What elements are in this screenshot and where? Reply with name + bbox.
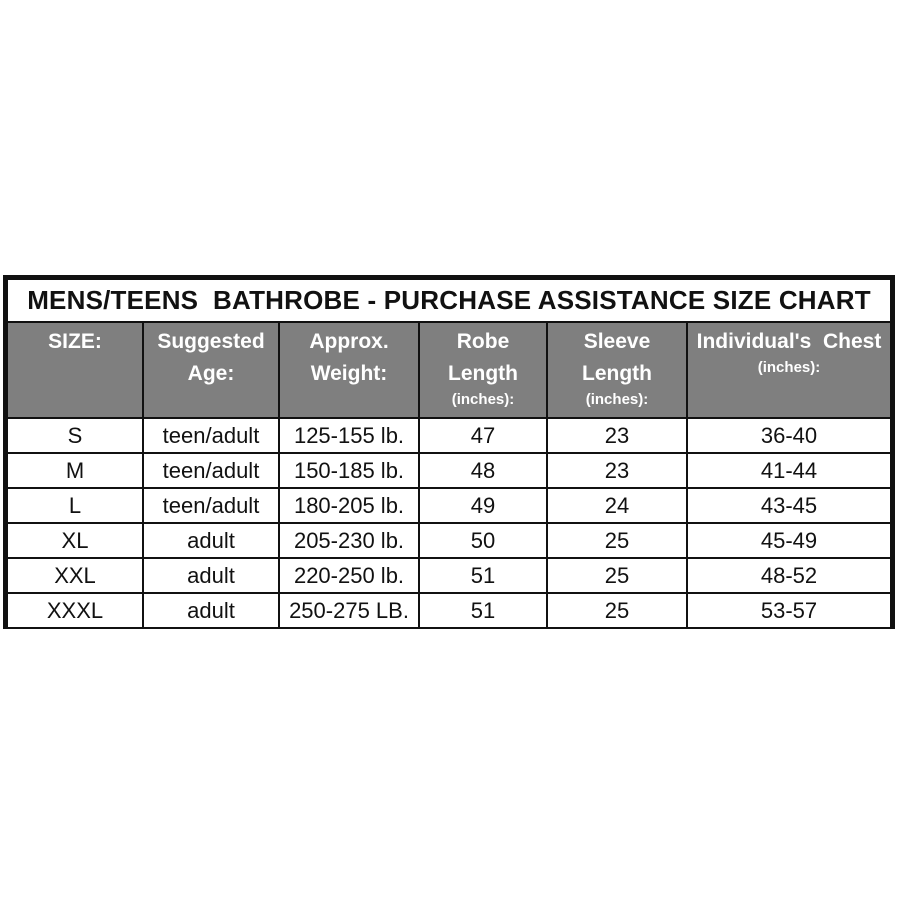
header-robe-length bbox=[419, 323, 547, 418]
cell-robe-length: 49 bbox=[419, 488, 547, 523]
cell-size: S bbox=[8, 418, 143, 453]
cell-chest: 43-45 bbox=[687, 488, 890, 523]
header-size bbox=[8, 323, 143, 418]
table-row bbox=[8, 523, 890, 558]
size-chart bbox=[3, 275, 895, 629]
header-chest bbox=[687, 323, 890, 418]
header-sleeve-unit: (inches): bbox=[585, 391, 649, 408]
header-age bbox=[143, 323, 279, 418]
header-robe-line2: Length bbox=[448, 362, 518, 385]
cell-weight: 125-155 lb. bbox=[279, 418, 419, 453]
header-sleeve-length bbox=[547, 323, 687, 418]
cell-robe-length: 48 bbox=[419, 453, 547, 488]
chart-title: MENS/TEENS BATHROBE - PURCHASE ASSISTANCE SIZE CHART bbox=[8, 280, 890, 323]
cell-size: XXL bbox=[8, 558, 143, 593]
cell-robe-length: 50 bbox=[419, 523, 547, 558]
cell-weight: 205-230 lb. bbox=[279, 523, 419, 558]
cell-sleeve-length: 23 bbox=[547, 418, 687, 453]
header-age-line2: Age: bbox=[187, 362, 235, 385]
header-chest-line1: Individual's Chest bbox=[696, 330, 882, 353]
cell-chest: 53-57 bbox=[687, 593, 890, 627]
cell-chest: 41-44 bbox=[687, 453, 890, 488]
table-row bbox=[8, 558, 890, 593]
header-robe-line1: Robe bbox=[456, 330, 510, 353]
cell-sleeve-length: 25 bbox=[547, 593, 687, 627]
header-chest-unit: (inches): bbox=[757, 359, 821, 376]
cell-age: teen/adult bbox=[143, 453, 279, 488]
table-row bbox=[8, 418, 890, 453]
cell-age: adult bbox=[143, 593, 279, 627]
cell-weight: 220-250 lb. bbox=[279, 558, 419, 593]
cell-sleeve-length: 25 bbox=[547, 558, 687, 593]
cell-chest: 36-40 bbox=[687, 418, 890, 453]
header-size-line1: SIZE: bbox=[48, 330, 102, 353]
table-row bbox=[8, 488, 890, 523]
cell-age: adult bbox=[143, 558, 279, 593]
size-table bbox=[8, 323, 890, 627]
cell-chest: 48-52 bbox=[687, 558, 890, 593]
header-robe-unit: (inches): bbox=[451, 391, 515, 408]
table-row bbox=[8, 453, 890, 488]
header-age-line1: Suggested bbox=[157, 330, 265, 353]
header-weight bbox=[279, 323, 419, 418]
header-sleeve-line2: Length bbox=[582, 362, 652, 385]
cell-age: teen/adult bbox=[143, 488, 279, 523]
cell-chest: 45-49 bbox=[687, 523, 890, 558]
cell-robe-length: 47 bbox=[419, 418, 547, 453]
cell-sleeve-length: 25 bbox=[547, 523, 687, 558]
cell-size: L bbox=[8, 488, 143, 523]
cell-sleeve-length: 24 bbox=[547, 488, 687, 523]
table-row bbox=[8, 593, 890, 627]
cell-weight: 150-185 lb. bbox=[279, 453, 419, 488]
header-row bbox=[8, 323, 890, 418]
cell-age: teen/adult bbox=[143, 418, 279, 453]
cell-weight: 180-205 lb. bbox=[279, 488, 419, 523]
cell-robe-length: 51 bbox=[419, 558, 547, 593]
cell-sleeve-length: 23 bbox=[547, 453, 687, 488]
cell-robe-length: 51 bbox=[419, 593, 547, 627]
header-weight-line1: Approx. bbox=[309, 330, 389, 353]
cell-size: XXXL bbox=[8, 593, 143, 627]
cell-weight: 250-275 LB. bbox=[279, 593, 419, 627]
cell-size: XL bbox=[8, 523, 143, 558]
cell-age: adult bbox=[143, 523, 279, 558]
cell-size: M bbox=[8, 453, 143, 488]
header-sleeve-line1: Sleeve bbox=[583, 330, 651, 353]
header-weight-line2: Weight: bbox=[310, 362, 388, 385]
